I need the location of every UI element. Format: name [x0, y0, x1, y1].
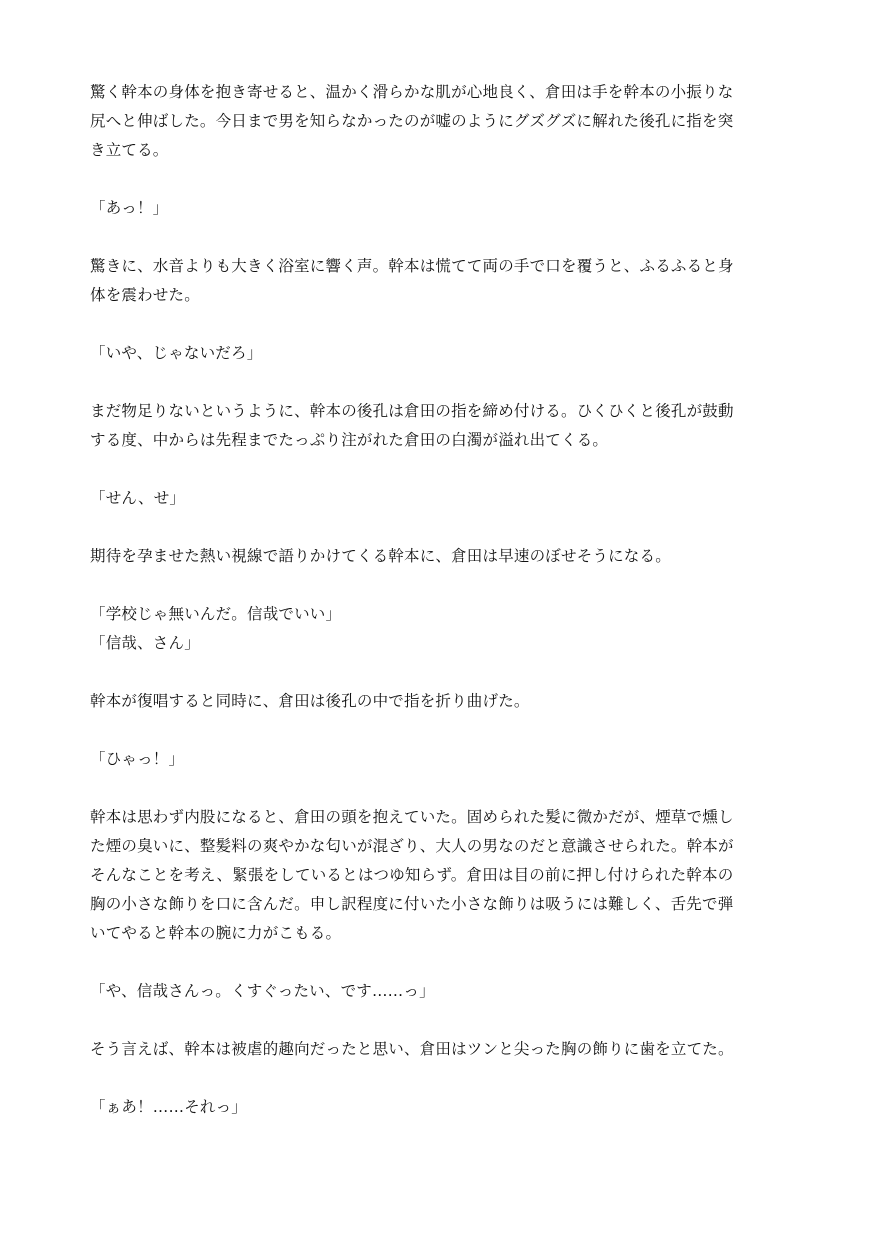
text-line: 「信哉、さん」 [90, 634, 200, 652]
narration-paragraph [90, 803, 790, 948]
narration-paragraph [90, 542, 790, 571]
dialog-line [90, 745, 790, 774]
text-line: そんなことを考え、緊張をしているとはつゆ知らず。倉田は目の前に押し付けられた幹本の [90, 866, 734, 884]
text-line: 尻へと伸ばした。今日まで男を知らなかったのが嘘のようにグズグズに解れた後孔に指を突 [90, 112, 734, 130]
dialog-line [90, 339, 790, 368]
text-line: 「いや、じゃないだろ」 [90, 344, 263, 362]
dialog-line [90, 484, 790, 513]
text-line: き立てる。 [90, 141, 169, 159]
text-line: する度、中からは先程までたっぷり注がれた倉田の白濁が溢れ出てくる。 [90, 431, 609, 449]
text-line: 期待を孕ませた熱い視線で語りかけてくる幹本に、倉田は早速のぼせそうになる。 [90, 547, 671, 565]
narration-paragraph [90, 252, 790, 310]
dialog-line [90, 600, 790, 658]
dialog-line [90, 977, 790, 1006]
text-line: 「せん、せ」 [90, 489, 186, 507]
document-page [90, 78, 790, 1151]
text-line: 「あっ！」 [90, 199, 169, 217]
text-line: 幹本は思わず内股になると、倉田の頭を抱えていた。固められた髪に微かだが、煙草で燻し [90, 808, 734, 826]
narration-paragraph [90, 687, 790, 716]
text-line: いてやると幹本の腕に力がこもる。 [90, 924, 342, 942]
text-line: 幹本が復唱すると同時に、倉田は後孔の中で指を折り曲げた。 [90, 692, 530, 710]
narration-paragraph [90, 78, 790, 165]
text-line: 胸の小さな飾りを口に含んだ。申し訳程度に付いた小さな飾りは吸うには難しく、舌先で弾 [90, 895, 734, 913]
text-line: 驚く幹本の身体を抱き寄せると、温かく滑らかな肌が心地良く、倉田は手を幹本の小振りな [90, 83, 734, 101]
narration-paragraph [90, 397, 790, 455]
text-line: 驚きに、水音よりも大きく浴室に響く声。幹本は慌てて両の手で口を覆うと、ふるふると身 [90, 257, 734, 275]
dialog-line [90, 194, 790, 223]
text-line: そう言えば、幹本は被虐的趣向だったと思い、倉田はツンと尖った胸の飾りに歯を立てた。 [90, 1040, 734, 1058]
text-line: 「ひゃっ！」 [90, 750, 185, 768]
text-line: まだ物足りないというように、幹本の後孔は倉田の指を締め付ける。ひくひくと後孔が鼓動 [90, 402, 734, 420]
dialog-line [90, 1093, 790, 1122]
text-line: た煙の臭いに、整髪料の爽やかな匂いが混ざり、大人の男なのだと意識させられた。幹本が [90, 837, 734, 855]
text-line: 「や、信哉さんっ。くすぐったい、です……っ」 [90, 982, 435, 1000]
text-line: 「ぁあ！……それっ」 [90, 1098, 248, 1116]
text-line: 体を震わせた。 [90, 286, 200, 304]
text-line: 「学校じゃ無いんだ。信哉でいい」 [90, 605, 342, 623]
narration-paragraph [90, 1035, 790, 1064]
